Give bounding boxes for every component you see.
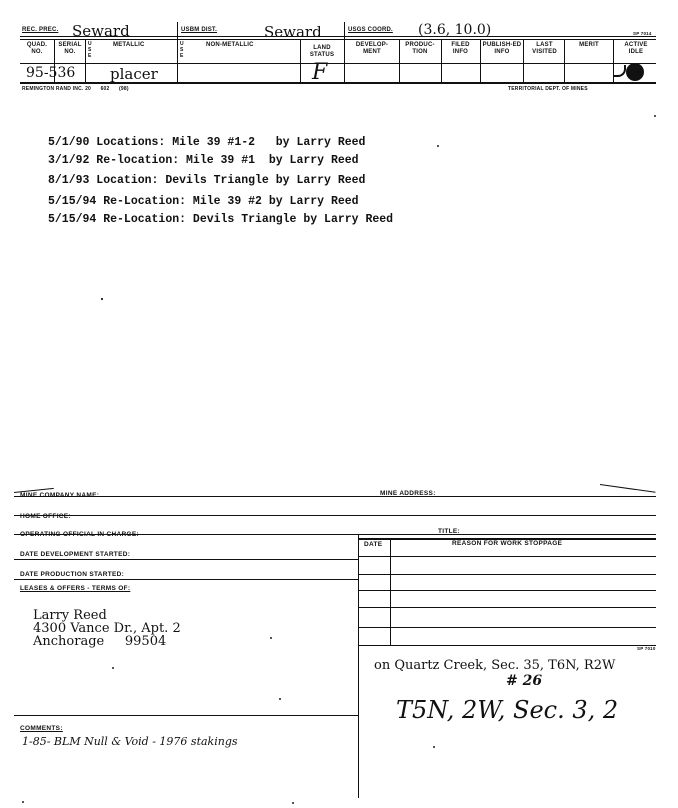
active-marker-icon: [626, 63, 644, 81]
col-published-info: PUBLISH-ED INFO: [482, 42, 522, 55]
col-filed-info: FILED INFO: [451, 42, 470, 55]
col-last-visited: LAST VISITED: [532, 42, 557, 55]
handwritten-number: # 26: [506, 673, 543, 689]
active-hook-icon: [614, 65, 626, 77]
record-line: 5/15/94 Re-Location: Devils Triangle by Larry Reed: [48, 213, 394, 226]
record-line: 5/1/90 Locations: Mile 39 #1-2 by Larry Reed: [48, 136, 366, 149]
usbm-dist-label: USBM DIST.: [181, 27, 218, 33]
col-development: DEVELOP-MENT: [355, 42, 389, 55]
record-line: 5/15/94 Re-Location: Mile 39 #2 by Larry Reed: [48, 195, 359, 208]
metallic-value: placer: [110, 65, 158, 83]
footer-right: TERRITORIAL DEPT. OF MINES: [508, 86, 588, 92]
date-column-label: DATE: [364, 541, 383, 548]
land-status-value: F: [312, 60, 328, 85]
form-code-2: SP 7010: [637, 646, 656, 651]
footer-left: REMINGTON RAND INC. 20 602 (98): [22, 86, 129, 92]
leases-label: LEASES & OFFERS - TERMS OF:: [20, 585, 131, 592]
record-line: 8/1/93 Location: Devils Triangle by Larry Reed: [48, 174, 366, 187]
handwritten-location: T5N, 2W, Sec. 3, 2: [396, 696, 619, 724]
usgs-coord-value: (3.6, 10.0): [418, 22, 492, 38]
col-active-idle: ACTIVE IDLE: [624, 42, 648, 55]
comments-text: 1-85- BLM Null & Void - 1976 stakings: [22, 735, 238, 748]
col-quad-no: QUAD. NO.: [26, 42, 48, 55]
col-metallic: METALLIC: [113, 42, 145, 48]
location-text: on Quartz Creek, Sec. 35, T6N, R2W: [374, 658, 616, 673]
mine-company-name-label: MINE COMPANY NAME:: [20, 492, 100, 499]
operating-official-label: OPERATING OFFICIAL IN CHARGE:: [20, 531, 139, 538]
col-merit: MERIT: [579, 42, 599, 48]
mine-address-label: MINE ADDRESS:: [380, 490, 436, 497]
col-production: PRODUC-TION: [405, 42, 435, 55]
col-use-nonmetallic: U S E: [180, 41, 184, 59]
col-non-metallic: NON-METALLIC: [206, 42, 254, 48]
owner-street: 4300 Vance Dr., Apt. 2: [33, 621, 181, 636]
usbm-dist-value: Seward: [264, 23, 322, 41]
rec-prec-label: REC. PREC.: [22, 27, 59, 33]
col-serial-no: SERIAL NO.: [58, 42, 82, 55]
form-code: SP 7014: [633, 31, 652, 36]
record-line: 3/1/92 Re-location: Mile 39 #1 by Larry Reed: [48, 154, 359, 167]
title-label: TITLE:: [438, 528, 461, 535]
date-development-label: DATE DEVELOPMENT STARTED:: [20, 551, 131, 558]
col-land-status: LAND STATUS: [309, 45, 335, 58]
comments-label: COMMENTS:: [20, 725, 63, 732]
rec-prec-value: Seward: [72, 22, 130, 40]
usgs-coord-label: USGS COORD.: [348, 27, 393, 33]
reason-column-label: REASON FOR WORK STOPPAGE: [452, 540, 563, 547]
owner-city: Anchorage 99504: [33, 634, 167, 649]
home-office-label: HOME OFFICE:: [20, 513, 71, 520]
owner-name: Larry Reed: [33, 608, 107, 623]
quad-value: 95-536: [26, 65, 76, 81]
col-use-metallic: U S E: [88, 41, 92, 59]
date-production-label: DATE PRODUCTION STARTED:: [20, 571, 125, 578]
